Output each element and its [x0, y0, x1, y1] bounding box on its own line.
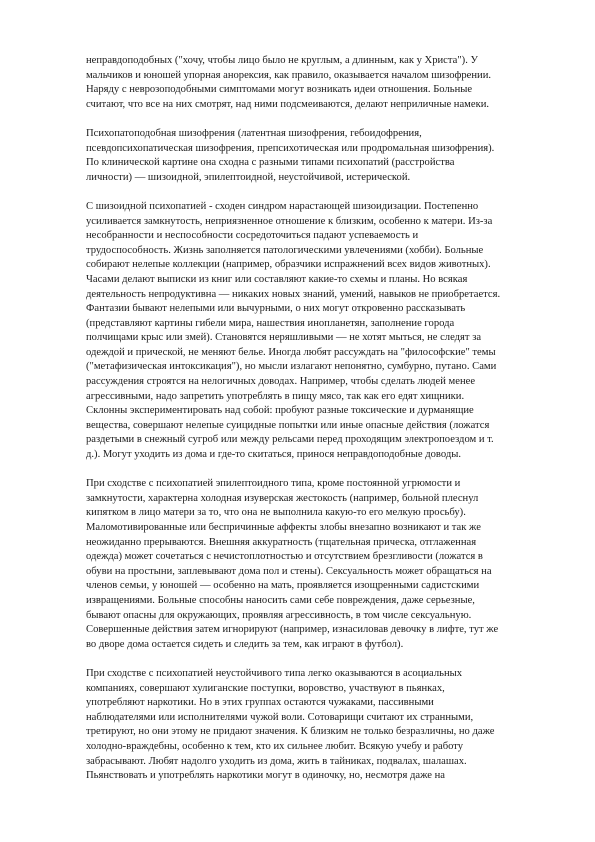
- text-line: во дворе дома остается сидеть и следить за тем, как играют в футбол).: [86, 638, 404, 650]
- text-line: наблюдателями или исполнителями чужой воли. Сотоварищи считают их странными,: [86, 711, 474, 723]
- text-line: При сходстве с психопатией эпилептоидного типа, кроме постоянной угрюмости и: [86, 478, 461, 490]
- text-line: личности) — шизоидной, эпилептоидной, неустойчивой, истерической.: [86, 171, 411, 183]
- text-line: неправдоподобных ("хочу, чтобы лицо было не круглым, а длинным, как у Христа"). У: [86, 55, 478, 66]
- text-line: (представляют картины гибели мира, нашествия инопланетян, заполнение города: [86, 317, 455, 329]
- text-line: несобранности и неспособности сосредоточиться падают успеваемость и: [86, 230, 419, 242]
- text-line: Наряду с неврозоподобными симптомами могут возникать идеи отношения. Больные: [86, 84, 473, 96]
- text-line: усиливается замкнутость, неприязненное отношение к близким, особенно к матери. Из-за: [86, 215, 493, 227]
- text-line: Фантазии бывают нелепыми или вычурными, о них могут откровенно рассказывать: [86, 303, 466, 315]
- text-line: неожиданно прерываются. Внешняя аккуратность (тщательная прическа, отглаженная: [86, 536, 477, 548]
- text-line: По клинической картине она сходна с разными типами психопатий (расстройства: [86, 157, 455, 169]
- text-line: С шизоидной психопатией - сходен синдром нарастающей шизоидизации. Постепенно: [86, 200, 479, 212]
- text-line: трудоспособность. Жизнь заполняется патологическими увлечениями (хобби). Больные: [86, 244, 484, 256]
- paragraph-epileptoid-type: [86, 477, 516, 652]
- text-line: ("метафизическая интоксикация"), но мысли излагают непонятно, сумбурно, путано. Сами: [86, 361, 497, 373]
- text-line: раздетыми в снежный сугроб или между рельсами перед проходящим электропоездом и т.: [86, 434, 494, 446]
- text-line: д.). Могут уходить из дома и где-то скитаться, принося неправдоподобные доводы.: [86, 449, 461, 461]
- text-line: третируют, но они этому не придают значения. К близким не только безразличны, но даже: [86, 726, 495, 738]
- text-line: псевдопсихопатическая шизофрения, препсихотическая или продромальная шизофрения).: [86, 142, 495, 154]
- text-line: Пьянствовать и употреблять наркотики могут в одиночку, но, несмотря даже на: [86, 770, 445, 782]
- text-line: компаниях, совершают хулиганские поступки, воровство, участвуют в пьянках,: [86, 682, 445, 694]
- text-line: замкнутости, характерна холодная изуверская жестокость (например, больной плеснул: [86, 492, 479, 504]
- document-page: [86, 54, 516, 798]
- text-line: полчищами крыс или змей). Становятся неряшливыми — не хотят мыться, не следят за: [86, 332, 482, 344]
- text-line: При сходстве с психопатией неустойчивого типа легко оказываются в асоциальных: [86, 667, 463, 679]
- paragraph-unstable-type: [86, 667, 516, 784]
- text-line: одежда) может сочетаться с нечистоплотностью и отсутствием брезгливости (ложатся в: [86, 551, 483, 563]
- text-line: членов семьи, у юношей — особенно на мать, проявляется изощренными садистскими: [86, 580, 480, 592]
- text-line: холодно-враждебны, особенно к тем, кто их сильнее любит. Всякую учебу и работу: [86, 740, 464, 752]
- text-line: одеждой и прической, не меняют белье. Иногда любят рассуждать на "философские" темы: [86, 346, 496, 358]
- text-line: вещества, совершают нелепые суицидные попытки или иные опасные действия (ложатся: [86, 419, 490, 431]
- text-line: употребляют наркотики. Но в этих группах остаются чужаками, пассивными: [86, 697, 434, 709]
- text-line: Маломотивированные или беспричинные аффекты злобы внезапно возникают и так же: [86, 522, 481, 533]
- paragraph-psychopathy-like-schizophrenia: [86, 127, 516, 185]
- text-line: забрасывают. Любят надолго уходить из дома, жить в тайниках, подвалах, шалашах.: [86, 755, 467, 767]
- text-line: извращениями. Больные способны наносить сами себе повреждения, даже серьезные,: [86, 594, 475, 606]
- text-line: собирают нелепые коллекции (например, образчики испражнений всех видов животных).: [86, 259, 491, 271]
- text-line: бывают опасны для окружающих, проявляя агрессивность, в том числе сексуальную.: [86, 609, 472, 621]
- text-line: мальчиков и юношей упорная анорексия, как правило, оказывается началом шизофрении.: [86, 69, 492, 81]
- text-line: Совершенные действия затем игнорируют (например, изнасиловав девочку в лифте, тут же: [86, 624, 499, 636]
- text-line: агрессивными, надо запретить употреблять в пищу мясо, так как его едят хищники.: [86, 390, 465, 402]
- text-line: Склонны экспериментировать над собой: пробуют разные токсические и дурманящие: [86, 405, 474, 417]
- paragraph-anorexia-ideas-of-reference: [86, 54, 516, 112]
- text-line: рассуждения строятся на нелогичных доводах. Например, чтобы сделать людей менее: [86, 376, 476, 388]
- text-line: обуви на простыни, заплевывают дома пол и стены). Сексуальность может обращаться на: [86, 565, 492, 577]
- text-line: Психопатоподобная шизофрения (латентная шизофрения, гебоидофрения,: [86, 127, 422, 139]
- text-line: Часами делают выписки из книг или составляют какие-то схемы и планы. Но всякая: [86, 273, 468, 285]
- paragraph-schizoid-type: [86, 200, 516, 463]
- text-line: считают, что все на них смотрят, над ними подсмеиваются, делают неприличные намеки.: [86, 98, 490, 110]
- text-line: деятельность непродуктивна — никаких новых знаний, умений, навыков не приобретается.: [86, 288, 501, 300]
- text-line: кипятком в лицо матери за то, что она не выполнила какую-то его мелкую просьбу).: [86, 507, 466, 519]
